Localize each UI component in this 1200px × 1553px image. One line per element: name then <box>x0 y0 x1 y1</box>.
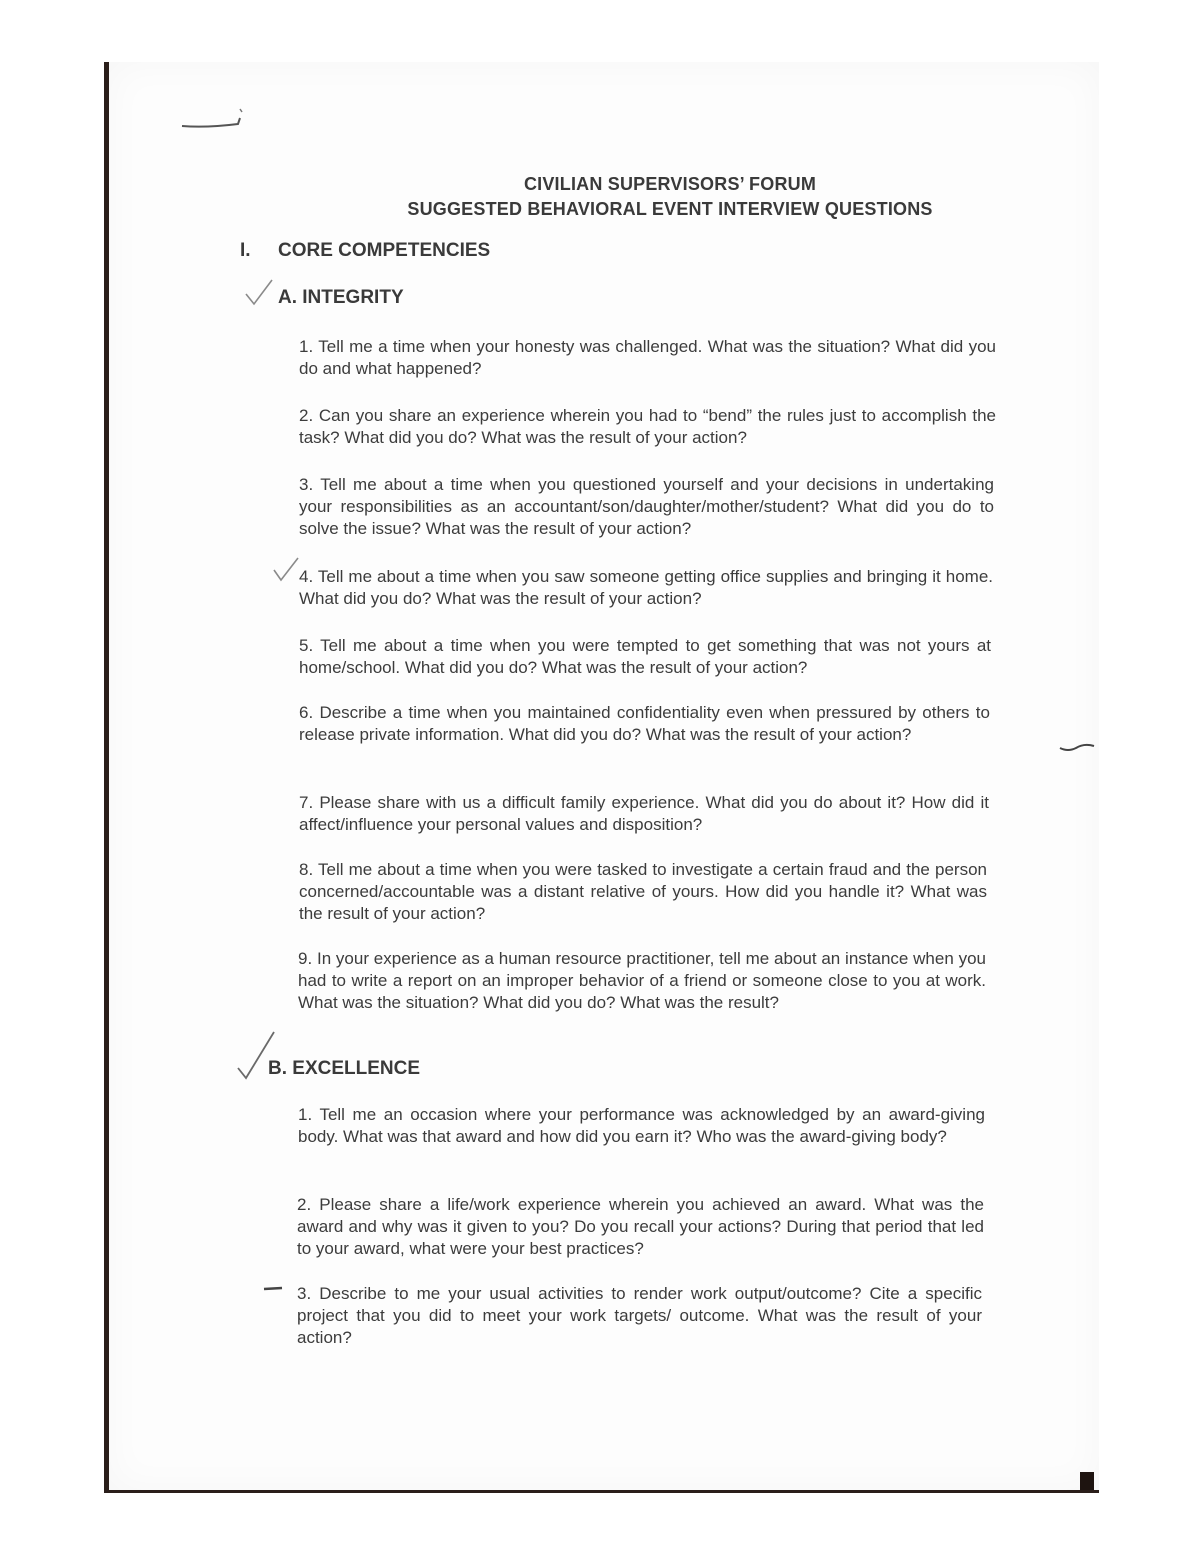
dash-mark <box>262 1284 286 1294</box>
section-heading-core-competencies <box>240 240 490 262</box>
integrity-question-5: 5. Tell me about a time when you were tempted to get something that was not yours at home/school. What did you do? What was the result of your action? <box>299 636 991 677</box>
integrity-question-8: 8. Tell me about a time when you were tasked to investigate a certain fraud and the person concerned/accountable was a distant relative of yours. How did you handle it? What was the result of your action? <box>299 860 987 923</box>
pen-scribble-mark <box>176 104 256 134</box>
scan-corner-mark <box>1080 1472 1094 1490</box>
integrity-question-6: 6. Describe a time when you maintained confidentiality even when pressured by others to release private information. What did you do? What was the result of your action? <box>299 703 990 744</box>
integrity-question-2: 2. Can you share an experience wherein you had to “bend” the rules just to accomplish the task? What did you do? What was the result of your action? <box>299 406 996 447</box>
integrity-question-1: 1. Tell me a time when your honesty was challenged. What was the situation? What did you do and what happened? <box>299 337 996 378</box>
integrity-question-3: 3. Tell me about a time when you questioned yourself and your decisions in undertaking your responsibilities as an accountant/son/daughter/mother/student? What did you do to solve the issue? What was the result of your action? <box>299 475 994 538</box>
margin-squiggle-mark <box>1058 738 1098 758</box>
integrity-question-7: 7. Please share with us a difficult family experience. What did you do about it? How did it affect/influence your personal values and disposition? <box>299 793 989 834</box>
integrity-question-4: 4. Tell me about a time when you saw someone getting office supplies and bringing it home. What did you do? What was the result of your action? <box>299 567 993 608</box>
integrity-question-9: 9. In your experience as a human resource practitioner, tell me about an instance when you had to write a report on an improper behavior of a friend or someone close to you at work. What was the situation? What did you do? What was the result? <box>298 949 986 1012</box>
section-number: I. <box>240 240 251 261</box>
document-title: CIVILIAN SUPERVISORS’ FORUM <box>523 174 817 194</box>
excellence-question-3: 3. Describe to me your usual activities to render work output/outcome? Cite a specific project that you did to meet your work targets/ outcome. What was the result of your action? <box>297 1284 982 1347</box>
integrity-heading: A. INTEGRITY <box>278 287 404 308</box>
excellence-question-2: 2. Please share a life/work experience wherein you achieved an award. What was the award and why was it given to you? Do you recall your actions? During that period that led to your award, what were your best practices? <box>297 1195 984 1258</box>
document-page <box>104 62 1099 1493</box>
checkmark-icon <box>244 278 274 308</box>
excellence-question-1: 1. Tell me an occasion where your performance was acknowledged by an award-giving body. What was that award and how did you earn it? Who was the award-giving body? <box>298 1105 985 1146</box>
section-title: CORE COMPETENCIES <box>278 240 491 261</box>
checkmark-icon <box>272 556 300 584</box>
document-subtitle: SUGGESTED BEHAVIORAL EVENT INTERVIEW QUESTIONS <box>407 199 933 219</box>
excellence-heading: B. EXCELLENCE <box>268 1058 421 1079</box>
